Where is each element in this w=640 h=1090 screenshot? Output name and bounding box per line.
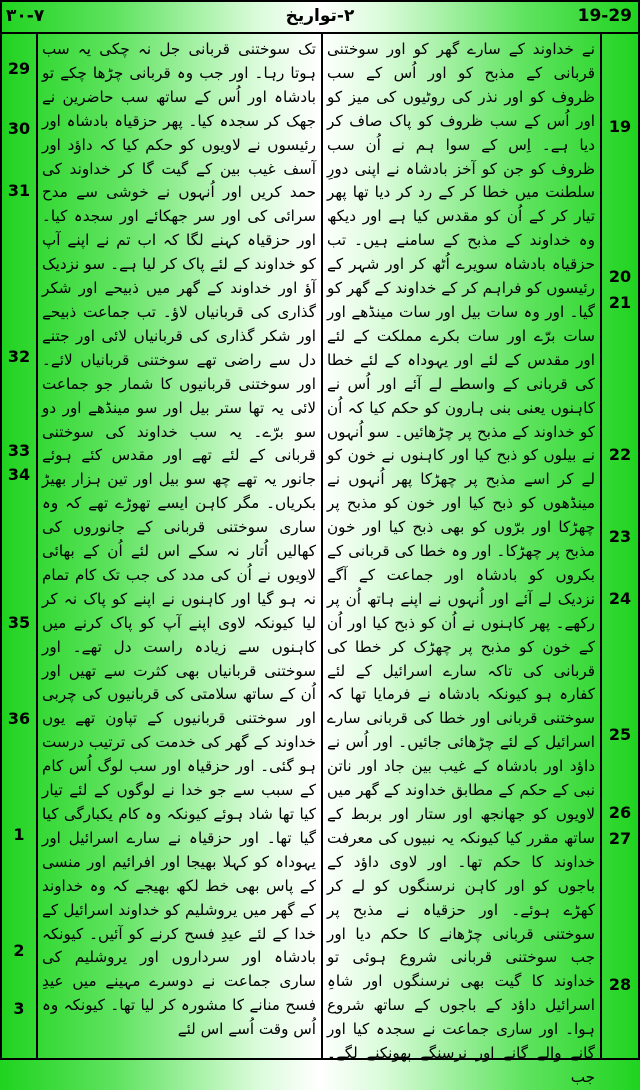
verse-number: 23 [608, 527, 632, 546]
right-column-text: نے خداوند کے سارے گھر کو اور سوختنی قربانی کے مذبح کو اور اُس کے سب ظروف کو اور نذر کی روٹیوں کی میز کو اور اُس کے سب ظروف کو پاک صاف کر دیا ہے۔ اِس کے سوا ہم نے اُن سب ظروف کو جن کو آخز بادشاہ نے اپنی دورِ سلطنت میں خطا کر کے رد کر دیا تھا پھر تیار کر کے اُن کو مقدس کیا ہے اور دیکھ وہ خداوند کے مذبح کے سامنے ہیں۔ تب حزقیاہ بادشاہ سویرے اُٹھ کر اور شہر کے رئیسوں کو فراہم کر کے خداوند کے گھر کو گیا۔ اور وہ سات بیل اور سات مینڈھے اور سات برّے اور سات بکرے مملکت کے لئے اور مقدس کے لئے اور یہوداہ کے لئے خطا کی قربانی کے واسطے لے آئے اور اُس نے کاہنوں یعنی بنی ہارون کو حکم کیا کہ اُن کو خداوند کے مذبح پر چڑھائیں۔ سو اُنہوں نے بیلوں کو ذبح کیا اور کاہنوں نے خون کو لے کر اسے مذبح پر چھڑکا پھر اُنہوں نے مینڈھوں کو ذبح کیا اور خون کو مذبح پر چھڑکا اور برّوں کو بھی ذبح کیا اور خون مذبح پر چھڑکا۔ اور وہ خطا کی قربانی کے بکروں کو بادشاہ اور جماعت کے آگے نزدیک لے آئے اور اُنہوں نے اپنے ہاتھ اُن پر رکھے۔ پھر کاہنوں نے اُن کو ذبح کیا اور اُن کے خون کو مذبح پر چھڑک کر خطا کی قربانی کی تاکہ سارے اسرائیل کے لئے کفارہ ہو کیونکہ بادشاہ نے فرمایا تھا کہ سوختنی قربانی اور خطا کی قربانی سارے اسرائیل کے لئے چڑھائی جائیں۔ اور اُس نے داؤد اور بادشاہ کے غیب بین جاد اور ناتن نبی کے حکم کے مطابق خداوند کے گھر میں لاویوں کو جھانجھ اور ستار اور بربط کے ساتھ مقرر کیا کیونکہ یہ نبیوں کی معرفت خداوند کا حکم تھا۔ اور لاوی داؤد کے باجوں کو اور کاہن نرسنگوں کو لے کر کھڑے ہوئے۔ اور حزقیاہ نے مذبح پر سوختنی قربانی چڑھانے کا حکم دیا اور جب سوختنی قربانی شروع ہوئی تو خداوند کا گیت بھی نرسنگوں اور شاہِ اسرائیل داؤد کے باجوں کے ساتھ شروع ہوا۔ اور ساری جماعت نے سجدہ کیا اور گانے والے گانے اور نرسنگے پھونکنے لگے۔ جب [327, 40, 595, 1086]
chapter-verse-range-left: ٧-٣٠ [6, 6, 45, 26]
verse-number: 19 [608, 117, 632, 136]
verse-number: 2 [13, 941, 25, 960]
verse-number: 29 [7, 59, 31, 78]
verse-number: 35 [7, 613, 31, 632]
verse-number: 22 [608, 445, 632, 464]
left-column-text: تک سوختنی قربانی جل نہ چکی یہ سب ہوتا رہا۔ اور جب وہ قربانی چڑھا چکے تو بادشاہ اور اُس کے ساتھ سب حاضرین نے جھک کر سجدہ کیا۔ پھر حزقیاہ بادشاہ اور رئیسوں نے لاویوں کو حکم کیا کہ داؤد اور آسف غیب بین کے گیت گا کر خداوند کی حمد کریں اور اُنہوں نے خوشی سے مدح سرائی کی اور سر جھکائے اور سجدہ کیا۔ اور حزقیاہ کہنے لگا کہ اب تم نے اپنے آپ کو خداوند کے لئے پاک کر لیا ہے۔ سو نزدیک آؤ اور خداوند کے گھر میں ذبیحے اور شکر گذاری کی قربانیاں لاؤ۔ تب جماعت ذبیحے اور شکر گذاری کی قربانیاں لائی اور جتنے دل سے راضی تھے سوختنی قربانیاں لائے۔ اور سوختنی قربانیوں کا شمار جو جماعت لائی یہ تھا ستر بیل اور سو مینڈھے اور دو سو برّے۔ یہ سب خداوند کی سوختنی قربانی کے لئے تھے اور مقدس کئے ہوئے جانور یہ تھے چھ سو بیل اور تین ہزار بھیڑ بکریاں۔ مگر کاہن ایسے تھوڑے تھے کہ وہ ساری سوختنی قربانی کے جانوروں کی کھالیں اُتار نہ سکے اس لئے اُن کے بھائی لاویوں نے اُن کی مدد کی جب تک کام تمام نہ ہو گیا اور کاہنوں نے اپنے کو پاک نہ کر لیا کیونکہ لاوی اپنے آپ کو پاک کرنے میں کاہنوں سے زیادہ راست دل تھے۔ اور سوختنی قربانیاں بھی کثرت سے تھیں اور اُن کے ساتھ سلامتی کی قربانیوں کی چربی اور سوختنی قربانیوں کے تپاون تھے یوں خداوند کے گھر کی خدمت کی ترتیب درست ہو گئی۔ اور حزقیاہ اور سب لوگ اُس کام کے سبب سے جو خدا نے لوگوں کے لئے تیار کیا تھا شاد ہوئے کیونکہ وہ کام یکبارگی کیا گیا تھا۔ اور حزقیاہ نے سارے اسرائیل اور یہوداہ کو کہلا بھیجا اور افرائیم اور منسی کے پاس بھی خط لکھ بھیجے کہ وہ خداوند کے گھر میں یروشلیم کو خداوند اسرائیل کے خدا کے لئے عیدِ فسح کرنے کو آئیں۔ کیونکہ بادشاہ اور سرداروں اور یروشلیم کی ساری جماعت نے دوسرے مہینے میں عیدِ فسح منانے کا مشورہ کر لیا تھا۔ کیونکہ وہ اُس وقت اُسے اس لئے [42, 40, 316, 1039]
divider-center [321, 34, 323, 1060]
verse-number: 28 [608, 975, 632, 994]
verse-number: 34 [7, 465, 31, 484]
verse-number: 27 [608, 829, 632, 848]
left-text-column [42, 38, 316, 1056]
divider-left-margin [36, 34, 38, 1060]
page-header [0, 0, 640, 34]
verse-number: 21 [608, 293, 632, 312]
verse-number: 20 [608, 267, 632, 286]
right-verse-margin [602, 34, 638, 1060]
verse-number: 30 [7, 119, 31, 138]
verse-number: 36 [7, 709, 31, 728]
verse-number: 32 [7, 347, 31, 366]
verse-number: 25 [608, 725, 632, 744]
verse-number: 31 [7, 181, 31, 200]
chapter-verse-range-right: 19-29 [577, 6, 632, 26]
book-title: ٢-تواریخ [285, 6, 355, 26]
verse-number: 33 [7, 441, 31, 460]
verse-number: 26 [608, 803, 632, 822]
verse-number: 3 [13, 999, 25, 1018]
verse-number: 1 [13, 825, 25, 844]
verse-number: 24 [608, 589, 632, 608]
right-text-column [327, 38, 595, 1086]
left-verse-margin [2, 34, 36, 1060]
